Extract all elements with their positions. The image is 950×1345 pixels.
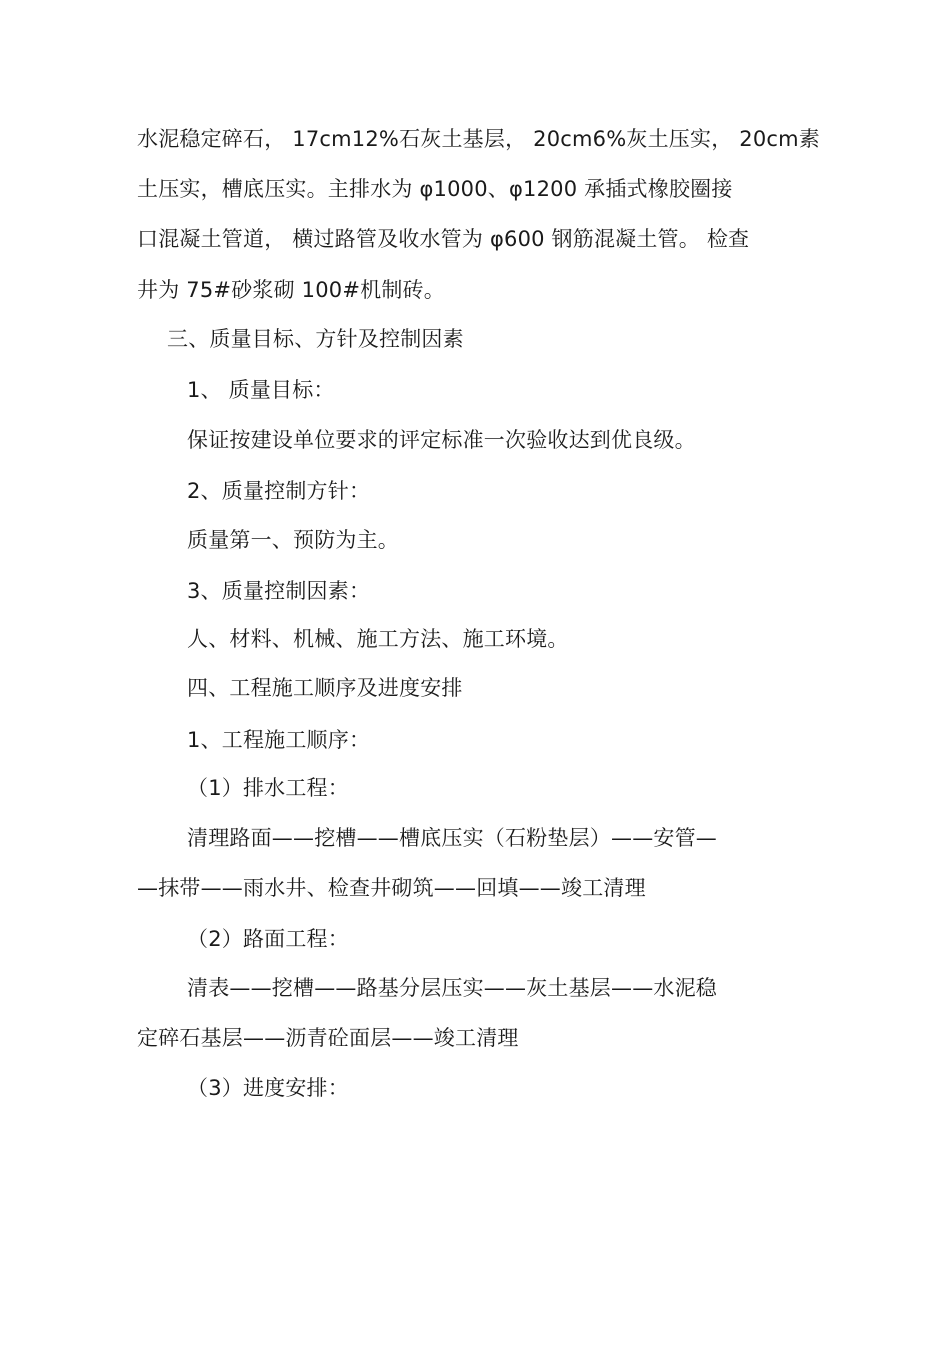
text-quality-factors: 人、材料、机械、施工方法、施工环境。 — [187, 627, 569, 651]
text-pavement-steps-1: 清表——挖槽——路基分层压实——灰土基层——水泥稳 — [187, 976, 717, 1000]
text-quality-goal: 保证按建设单位要求的评定标准一次验收达到优良级。 — [187, 428, 696, 452]
subheading-quality-factors: 3、质量控制因素： — [187, 579, 371, 603]
subheading-quality-policy: 2、质量控制方针： — [187, 479, 371, 503]
text-drainage-steps-1: 清理路面——挖槽——槽底压实（石粉垫层）——安管— — [187, 826, 717, 850]
subheading-sequence: 1、工程施工顺序： — [187, 728, 371, 752]
section-heading-sequence: 四、工程施工顺序及进度安排 — [187, 676, 463, 700]
section-heading-quality: 三、质量目标、方针及控制因素 — [167, 327, 464, 351]
subheading-quality-goal: 1、 质量目标： — [187, 378, 335, 402]
paragraph-line-materials-3: 口混凝土管道， 横过路管及收水管为 φ600 钢筋混凝土管。 检查 — [137, 227, 750, 251]
text-pavement-steps-2: 定碎石基层——沥青砼面层——竣工清理 — [137, 1026, 519, 1050]
subheading-schedule: （3）进度安排： — [187, 1076, 349, 1100]
paragraph-line-materials-2: 土压实，槽底压实。主排水为 φ1000、φ1200 承插式橡胶圈接 — [137, 177, 733, 201]
subheading-drainage: （1）排水工程： — [187, 776, 349, 800]
paragraph-line-materials-1: 水泥稳定碎石， 17cm12%石灰土基层， 20cm6%灰土压实， 20cm素 — [137, 127, 820, 151]
text-drainage-steps-2: —抹带——雨水井、检查井砌筑——回填——竣工清理 — [137, 876, 646, 900]
paragraph-line-materials-4: 井为 75#砂浆砌 100#机制砖。 — [137, 278, 445, 302]
subheading-pavement: （2）路面工程： — [187, 927, 349, 951]
text-quality-policy: 质量第一、预防为主。 — [187, 528, 399, 552]
